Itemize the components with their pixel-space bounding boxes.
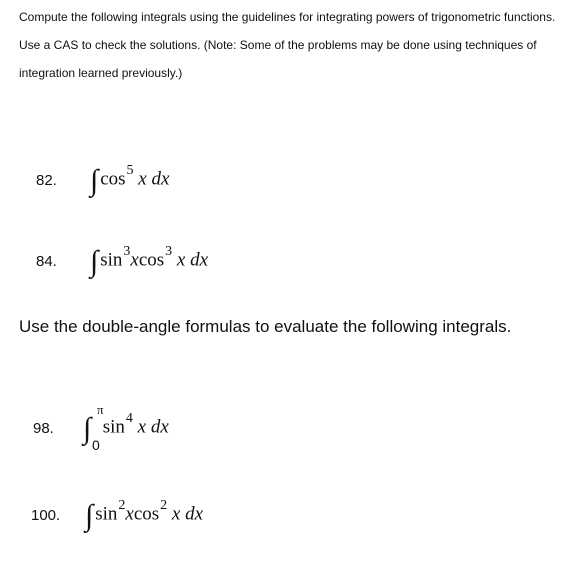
differential: dx xyxy=(185,503,204,525)
section-instructions: Use the double-angle formulas to evaluate the following integrals. xyxy=(19,317,512,336)
integral-sign: ∫ xyxy=(85,499,94,533)
problem-number: 84. xyxy=(36,253,57,270)
differential: dx xyxy=(151,168,170,190)
problem-number: 82. xyxy=(36,172,57,189)
function-name: cos xyxy=(133,503,160,525)
problem-82 xyxy=(0,160,574,200)
problem-84 xyxy=(0,241,574,281)
exponent: 4 xyxy=(125,411,133,426)
variable: x xyxy=(130,249,139,271)
exponent: 2 xyxy=(118,498,126,513)
variable: x xyxy=(176,249,186,271)
function-name: cos xyxy=(100,168,126,190)
integral-expression xyxy=(83,411,169,446)
integral-sign: ∫ xyxy=(90,164,99,198)
exponent: 5 xyxy=(126,163,134,178)
function-name: sin xyxy=(102,416,125,438)
exponent: 2 xyxy=(160,498,168,513)
problem-number: 100. xyxy=(31,507,61,524)
function-name: sin xyxy=(95,503,118,525)
variable: x xyxy=(137,416,147,438)
instructions-paragraph: Compute the following integrals using the guidelines for integrating powers of trigonometric functions. Use a CAS to check the solutions. (Note: Some of the problems may be done using techniques of integration learned previously.) xyxy=(19,10,556,80)
variable: x xyxy=(138,168,147,190)
exponent: 3 xyxy=(165,244,173,259)
variable: x xyxy=(125,503,134,525)
differential: dx xyxy=(150,416,169,438)
problem-number: 98. xyxy=(33,420,54,437)
upper-limit: π xyxy=(97,402,104,417)
function-name: sin xyxy=(100,249,123,271)
problem-100 xyxy=(0,495,574,535)
problem-98 xyxy=(0,402,574,453)
exponent: 3 xyxy=(123,244,131,259)
integral-expression xyxy=(90,244,209,279)
differential: dx xyxy=(190,249,209,271)
integral-expression xyxy=(85,498,204,533)
integral-sign: ∫ xyxy=(83,412,92,446)
variable: x xyxy=(171,503,181,525)
integral-sign: ∫ xyxy=(90,245,99,279)
function-name: cos xyxy=(138,249,165,271)
lower-limit: 0 xyxy=(92,437,100,453)
integral-expression xyxy=(90,163,170,198)
